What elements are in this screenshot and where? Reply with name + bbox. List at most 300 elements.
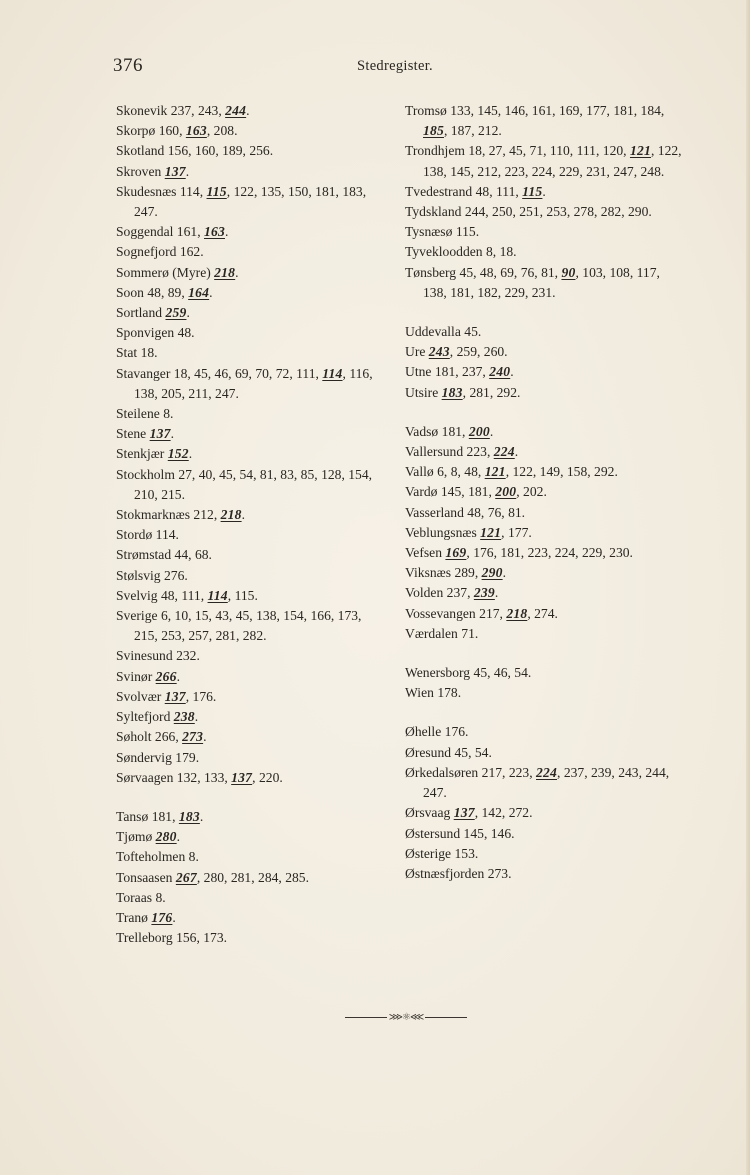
page-ref-main: 266 <box>155 668 177 684</box>
page-ref: 176. <box>444 724 469 740</box>
page-ref: . <box>203 729 207 745</box>
index-entry <box>116 263 376 283</box>
page-ref-main: 115 <box>522 183 543 199</box>
page-ref: 179. <box>175 749 200 765</box>
page-ref: , 281, 292. <box>462 384 521 400</box>
index-entry <box>116 343 376 363</box>
page-ref-main: 121 <box>484 464 506 480</box>
place-name: Veblungsnæs <box>405 524 477 540</box>
page-references <box>486 244 517 259</box>
page-ref-main: 239 <box>473 585 495 601</box>
page-ref-main: 114 <box>207 587 228 603</box>
page-ref: 217, 223, <box>481 764 537 780</box>
place-name: Stokmarknæs <box>116 507 191 523</box>
page-ref: , 116, 138, 205, 211, 247. <box>134 365 373 401</box>
place-name: Syltefjord <box>116 709 171 725</box>
page-ref-main: 218 <box>506 605 528 621</box>
index-entry <box>116 667 376 687</box>
index-entry <box>116 323 376 343</box>
page-ref: 160, <box>158 123 186 139</box>
page-references <box>175 750 199 765</box>
page-ref-main: 183 <box>441 384 463 400</box>
page-ref: 18. <box>140 345 158 361</box>
index-entry <box>405 101 683 141</box>
index-entry <box>116 847 376 867</box>
page-references <box>193 507 245 522</box>
page-references <box>456 224 479 239</box>
page-ref: 8. <box>188 849 199 865</box>
page-ref: 161, <box>176 224 204 240</box>
page-references <box>178 325 195 340</box>
index-entry <box>405 722 683 742</box>
place-name: Viksnæs <box>405 565 452 581</box>
page-ref: 156, 160, 189, 256. <box>167 143 274 159</box>
index-entry <box>405 141 683 181</box>
page-references <box>445 724 469 739</box>
page-ref: 266, <box>154 729 183 745</box>
page-ref: . <box>235 264 239 280</box>
page-references <box>163 406 173 421</box>
page-references <box>176 648 200 663</box>
page-references <box>454 565 506 580</box>
page-ref-main: 280 <box>155 829 177 845</box>
index-column-right <box>405 101 683 884</box>
running-head: Stedregister. <box>357 58 433 74</box>
page-ref: . <box>186 305 190 321</box>
page-ref: . <box>185 163 190 179</box>
page-ref: 223, <box>466 444 494 460</box>
page-references <box>480 525 532 540</box>
index-entry <box>405 383 683 403</box>
index-entry <box>405 263 683 303</box>
page-ref: 45, 54. <box>454 744 492 760</box>
place-name: Stenkjær <box>116 446 165 462</box>
page-ref: . <box>176 829 181 845</box>
page-ref-main: 152 <box>167 446 189 462</box>
index-entry <box>116 727 376 747</box>
index-entry <box>116 222 376 242</box>
index-entry <box>405 563 683 583</box>
place-name: Sortland <box>116 305 163 321</box>
page-ref: , 115. <box>227 587 258 603</box>
page-ref: , 187, 212. <box>444 123 502 139</box>
page-ref-main: 137 <box>164 163 186 179</box>
page-ref: 44, 68. <box>174 547 212 563</box>
page-ref: 276. <box>163 567 188 583</box>
page-ref: 48, 89, <box>147 284 189 300</box>
letter-group-gap <box>116 788 376 807</box>
page-ref: 114, <box>179 183 207 199</box>
page-references <box>177 224 229 239</box>
place-name: Svinesund <box>116 648 173 664</box>
index-entry <box>405 624 683 644</box>
page-references <box>161 588 258 603</box>
index-entry <box>405 803 683 823</box>
page-ref-main: 137 <box>164 688 186 704</box>
place-name: Søndervig <box>116 749 172 765</box>
page-references <box>189 849 199 864</box>
page-ref-main: 90 <box>561 264 576 280</box>
page-ref: 232. <box>176 648 200 664</box>
place-name: Stølsvig <box>116 567 161 583</box>
page-references <box>464 826 515 841</box>
place-name: Utne <box>405 364 432 380</box>
page-ref-main: 200 <box>468 423 490 439</box>
place-name: Skudesnæs <box>116 183 177 199</box>
place-name: Wien <box>405 685 434 701</box>
place-name: Uddevalla <box>405 324 461 340</box>
page-ref: , 208. <box>206 123 238 139</box>
page-references <box>465 204 652 219</box>
page-ref: 162. <box>179 244 204 260</box>
place-name: Svinør <box>116 668 153 684</box>
page-references <box>155 729 207 744</box>
index-entry <box>116 888 376 908</box>
page-ref: 6, 8, 48, <box>437 464 485 480</box>
page-references <box>423 103 664 138</box>
place-name: Tranø <box>116 909 148 925</box>
place-name: Toraas <box>116 889 153 905</box>
page-ref-main: 163 <box>203 224 225 240</box>
page-ref: 289, <box>454 565 482 581</box>
page-ref: 48. <box>177 325 195 341</box>
place-name: Soggendal <box>116 224 174 240</box>
index-entry <box>116 807 376 827</box>
place-name: Ørsvaag <box>405 805 451 821</box>
place-name: Tyvekloodden <box>405 244 483 260</box>
place-name: Tysnæsø <box>405 224 453 240</box>
page-references <box>437 464 618 479</box>
index-entry <box>405 222 683 242</box>
place-name: Stavanger <box>116 365 171 381</box>
index-entry <box>405 864 683 884</box>
page-references <box>155 890 165 905</box>
page-ref-main: 185 <box>423 123 444 139</box>
page-ref: 115. <box>455 224 480 240</box>
index-entry <box>405 442 683 462</box>
page-ref: 45, 48, 69, 76, 81, <box>459 264 562 280</box>
place-name: Vefsen <box>405 545 442 561</box>
ornament-rule-right <box>425 1017 467 1018</box>
page-ref: 48, 111, <box>475 183 523 199</box>
place-name: Søholt <box>116 729 152 745</box>
index-entry <box>405 182 683 202</box>
index-entry <box>405 362 683 382</box>
page-ref-main: 121 <box>480 524 502 540</box>
place-name: Strømstad <box>116 547 172 563</box>
page-references <box>442 424 494 439</box>
page-ref: 273. <box>487 865 512 881</box>
page-ref: 153. <box>454 845 479 861</box>
page-ref-main: 200 <box>495 484 517 500</box>
page-ref-main: 169 <box>445 545 467 561</box>
place-name: Ørkedalsøren <box>405 764 479 780</box>
index-entry <box>116 283 376 303</box>
page-references <box>476 184 546 199</box>
index-entry <box>405 523 683 543</box>
index-entry <box>405 462 683 482</box>
page-references <box>435 364 514 379</box>
page-ref-main: 114 <box>322 365 343 381</box>
page-ref: . <box>209 284 213 300</box>
index-entry <box>116 465 376 505</box>
place-name: Stene <box>116 426 147 442</box>
page-ref: , 220. <box>252 769 283 785</box>
page-ref: 114. <box>155 527 179 543</box>
place-name: Sommerø (Myre) <box>116 264 211 280</box>
page-ref: 45. <box>464 324 482 340</box>
page-references <box>467 505 525 520</box>
place-name: Trondhjem <box>405 143 465 159</box>
page-ref: . <box>194 709 199 725</box>
page-references <box>175 547 212 562</box>
index-entry <box>116 868 376 888</box>
place-name: Tønsberg <box>405 264 457 280</box>
place-name: Værdalen <box>405 625 458 641</box>
letter-group-gap <box>405 644 683 663</box>
page-ref: 18, 27, 45, 71, 110, 111, 120, <box>468 143 630 159</box>
index-entry <box>405 604 683 624</box>
letter-group-gap <box>405 403 683 422</box>
page-ref: , 202. <box>516 484 547 500</box>
page-references <box>150 426 174 441</box>
page-ref-main: 218 <box>220 507 242 523</box>
page-references <box>141 345 158 360</box>
page-ref: 145, 181, <box>440 484 496 500</box>
page-references <box>165 689 217 704</box>
page-references <box>164 568 188 583</box>
page-references <box>165 164 189 179</box>
index-entry <box>116 687 376 707</box>
page-ref: 71. <box>461 625 479 641</box>
page-ref: 8. <box>155 889 166 905</box>
index-entry <box>405 503 683 523</box>
index-entry <box>405 663 683 683</box>
place-name: Østerige <box>405 845 452 861</box>
page-references <box>165 305 189 320</box>
letter-group-gap <box>405 303 683 322</box>
page-ref-main: 218 <box>214 264 236 280</box>
page-references <box>454 846 478 861</box>
index-entry <box>116 908 376 928</box>
letter-group-gap <box>405 703 683 722</box>
page-edge <box>746 0 750 1175</box>
index-entry <box>405 583 683 603</box>
page-references <box>454 805 533 820</box>
index-entry <box>116 182 376 222</box>
index-entry <box>116 646 376 666</box>
page-number: 376 <box>113 55 143 76</box>
place-name: Skroven <box>116 163 162 179</box>
index-entry <box>116 242 376 262</box>
place-name: Tydskland <box>405 204 462 220</box>
index-entry <box>116 707 376 727</box>
page-ref: , 176, 181, 223, 224, 229, 230. <box>466 545 633 561</box>
page-references <box>180 244 204 259</box>
index-entry <box>116 141 376 161</box>
page-ref-main: 290 <box>481 565 503 581</box>
page-ref: 18, 45, 46, 69, 70, 72, 111, <box>173 365 323 381</box>
page-ref: , 280, 281, 284, 285. <box>196 869 309 885</box>
page-references <box>488 866 512 881</box>
page-references <box>159 123 238 138</box>
page-ref: , 237, 239, 243, 244, 247. <box>423 764 670 801</box>
page-ref: , 122, 149, 158, 292. <box>505 464 618 480</box>
page-ref-main: 267 <box>175 869 197 885</box>
page-ref: . <box>241 507 246 523</box>
place-name: Østnæsfjorden <box>405 865 485 881</box>
page-ref: . <box>494 585 499 601</box>
page-ref-main: 164 <box>188 284 210 300</box>
index-entry <box>116 444 376 464</box>
index-entry <box>405 422 683 442</box>
index-entry <box>405 824 683 844</box>
place-name: Ure <box>405 344 426 360</box>
page-ref: 48, 76, 81. <box>467 504 526 520</box>
page-ref: 217, <box>479 605 507 621</box>
page-ref: , 176. <box>185 688 217 704</box>
page-references <box>156 527 179 542</box>
page-ref: , 142, 272. <box>474 805 533 821</box>
page-ref: 244, 250, 251, 253, 278, 282, 290. <box>464 204 652 220</box>
page-references <box>177 770 283 785</box>
page-references <box>176 870 309 885</box>
place-name: Vossevangen <box>405 605 476 621</box>
index-entry <box>116 827 376 847</box>
page-ref: 212, <box>193 507 221 523</box>
page-ref-main: 163 <box>185 123 207 139</box>
page-references <box>168 446 192 461</box>
place-name: Østersund <box>405 825 461 841</box>
ornament-glyph: ⋙⚛⋘ <box>388 1011 424 1023</box>
place-name: Tofteholmen <box>116 849 186 865</box>
page-ref-main: 115 <box>206 183 227 199</box>
page-ref: . <box>489 423 494 439</box>
page-ref-main: 137 <box>149 426 171 442</box>
index-entry <box>405 543 683 563</box>
page-references <box>442 385 521 400</box>
index-entry <box>405 844 683 864</box>
place-name: Utsire <box>405 384 439 400</box>
index-entry <box>116 928 376 948</box>
page-references <box>168 143 273 158</box>
page-references <box>151 910 175 925</box>
page-references <box>441 484 547 499</box>
page-ref: 156, 173. <box>176 930 228 946</box>
page-references <box>447 585 499 600</box>
page-ref: 48, 111, <box>160 587 208 603</box>
end-ornament <box>340 1010 472 1024</box>
index-entry <box>116 424 376 444</box>
index-entry <box>116 768 376 788</box>
page-ref: . <box>188 446 193 462</box>
page-ref: . <box>176 668 181 684</box>
page-ref: . <box>246 103 250 118</box>
page-ref: 133, 145, 146, 161, 169, 177, 181, 184, <box>450 103 665 118</box>
place-name: Steilene <box>116 406 160 422</box>
page-ref: 145, 146. <box>463 825 515 841</box>
page-references <box>423 265 660 300</box>
place-name: Sverige <box>116 608 158 624</box>
page-ref: 132, 133, <box>176 769 232 785</box>
index-entry <box>116 586 376 606</box>
index-entry <box>405 743 683 763</box>
page-ref: 181, <box>151 808 179 824</box>
place-name: Volden <box>405 585 444 601</box>
page-ref: . <box>502 565 507 581</box>
index-entry <box>116 404 376 424</box>
page-ref: 178. <box>437 685 462 701</box>
page-ref-main: 243 <box>428 344 450 360</box>
place-name: Vallersund <box>405 444 464 460</box>
page-ref-main: 183 <box>178 808 200 824</box>
page-ref: . <box>170 426 175 442</box>
place-name: Tjømø <box>116 829 153 845</box>
page-ref: . <box>542 183 546 199</box>
place-name: Tromsø <box>405 103 447 118</box>
page-references <box>479 606 558 621</box>
page-ref: 181, <box>441 423 469 439</box>
page-references <box>461 626 478 641</box>
page-ref: . <box>172 909 176 925</box>
place-name: Skorpø <box>116 123 156 139</box>
page-references <box>134 608 361 643</box>
page-ref-main: 259 <box>165 305 187 321</box>
place-name: Vardø <box>405 484 438 500</box>
page-ref: 181, 237, <box>434 364 490 380</box>
page-ref: . <box>224 224 229 240</box>
index-entry <box>116 505 376 525</box>
page-ref: 8, 18. <box>485 244 517 260</box>
page-ref: , 274. <box>527 605 558 621</box>
ornament-rule-left <box>345 1017 387 1018</box>
page-ref: , 103, 108, 117, 138, 181, 182, 229, 231. <box>423 264 660 300</box>
index-entry <box>405 202 683 222</box>
page-references <box>152 809 204 824</box>
index-entry <box>405 482 683 502</box>
index-entry <box>405 342 683 362</box>
page-references <box>134 366 373 401</box>
place-name: Sponvigen <box>116 325 175 341</box>
page-ref: 8. <box>163 406 174 422</box>
page-ref: . <box>514 444 519 460</box>
page-ref: , 122, 135, 150, 181, 183, 247. <box>134 183 367 220</box>
index-column-left <box>116 101 376 948</box>
place-name: Stat <box>116 345 138 361</box>
page-references <box>176 930 227 945</box>
place-name: Skotland <box>116 143 165 159</box>
page-ref: , 177. <box>501 524 532 540</box>
place-name: Sørvaagen <box>116 769 174 785</box>
place-name: Skonevik <box>116 103 168 118</box>
index-entry <box>405 763 683 803</box>
place-name: Soon <box>116 284 144 300</box>
page-references <box>464 324 481 339</box>
index-entry <box>116 162 376 182</box>
place-name: Øhelle <box>405 724 442 740</box>
page-references <box>454 745 491 760</box>
page-references <box>429 344 508 359</box>
index-entry <box>116 101 376 121</box>
page-references <box>437 685 461 700</box>
page-ref-main: 121 <box>629 143 651 159</box>
page-references <box>445 545 633 560</box>
index-entry <box>116 748 376 768</box>
page-ref-main: 137 <box>453 805 475 821</box>
page-ref: 27, 40, 45, 54, 81, 83, 85, 128, 154, 210, 215. <box>134 466 373 502</box>
place-name: Svelvig <box>116 587 158 603</box>
place-name: Svolvær <box>116 688 162 704</box>
